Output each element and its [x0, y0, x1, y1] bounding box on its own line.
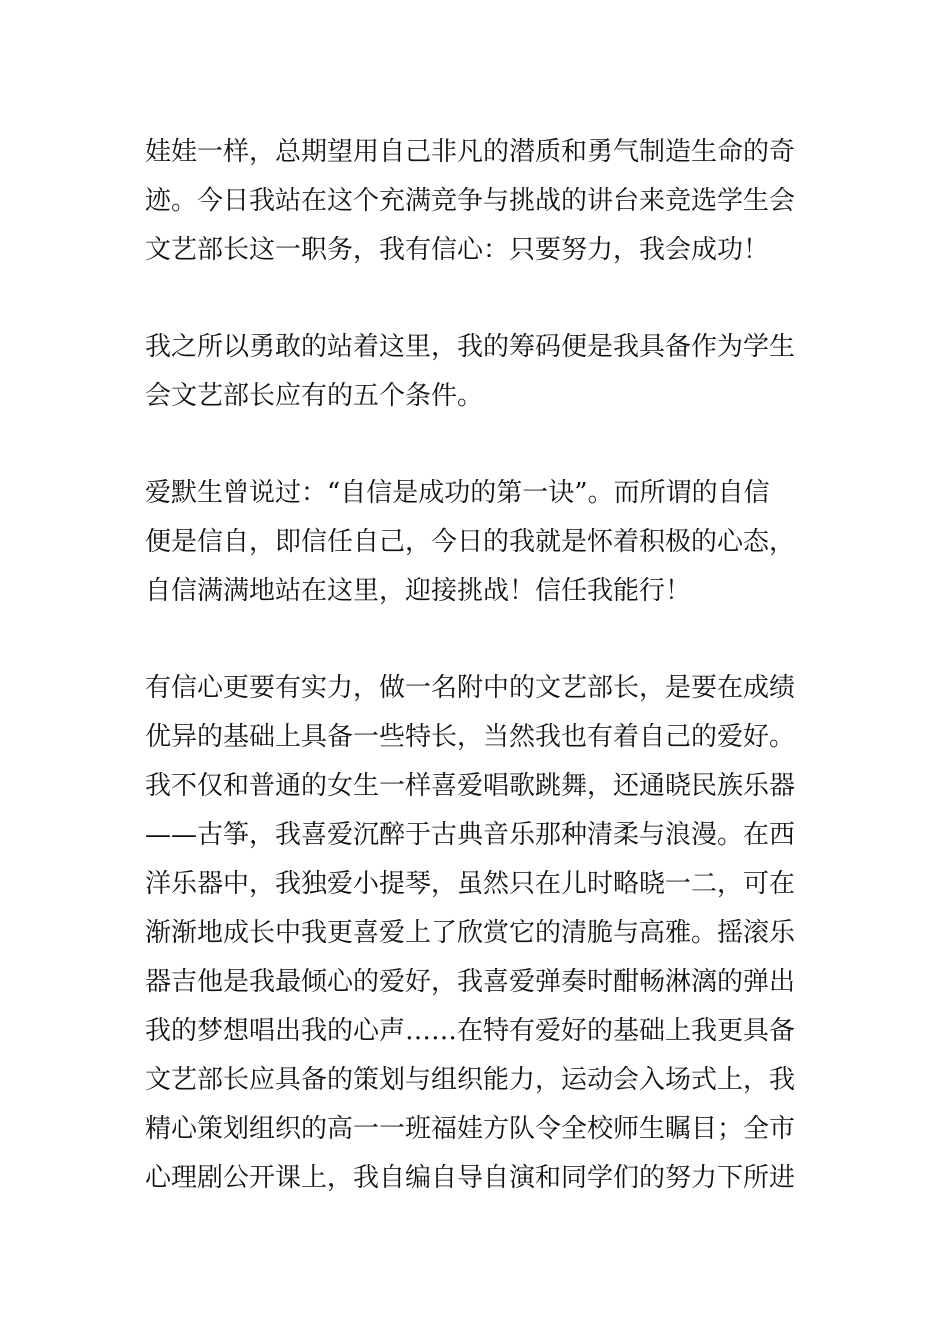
- paragraph-4: [145, 664, 810, 1203]
- text-line: 迹。今日我站在这个充满竞争与挑战的讲台来竞选学生会: [145, 186, 796, 216]
- text-line: 我的梦想唱出我的心声……在特有爱好的基础上我更具备: [145, 1016, 796, 1046]
- paragraph-3: [145, 469, 810, 616]
- text-line: 爱默生曾说过：“自信是成功的第一诀”。而所谓的自信: [145, 478, 770, 508]
- text-line: 我之所以勇敢的站着这里，我的筹码便是我具备作为学生: [145, 332, 796, 362]
- text-line: 洋乐器中，我独爱小提琴，虽然只在儿时略晓一二，可在: [145, 869, 796, 899]
- text-line: 有信心更要有实力，做一名附中的文艺部长，是要在成绩: [145, 673, 796, 703]
- text-line: 文艺部长应具备的策划与组织能力，运动会入场式上，我: [145, 1065, 796, 1095]
- text-line: 器吉他是我最倾心的爱好，我喜爱弹奏时酣畅淋漓的弹出: [145, 967, 796, 997]
- text-line: 便是信自，即信任自己，今日的我就是怀着积极的心态，: [145, 527, 796, 557]
- text-line: 精心策划组织的高一一班福娃方队令全校师生瞩目；全市: [145, 1114, 796, 1144]
- text-line: ——古筝，我喜爱沉醉于古典音乐那种清柔与浪漫。在西: [145, 820, 796, 850]
- paragraph-2: [145, 323, 810, 421]
- paragraph-1: [145, 128, 810, 275]
- text-line: 渐渐地成长中我更喜爱上了欣赏它的清脆与高雅。摇滚乐: [145, 918, 796, 948]
- text-line: 文艺部长这一职务，我有信心：只要努力，我会成功！: [145, 235, 770, 265]
- text-line: 会文艺部长应有的五个条件。: [145, 381, 484, 411]
- text-line: 心理剧公开课上，我自编自导自演和同学们的努力下所进: [145, 1163, 796, 1193]
- document-body: [145, 128, 810, 1203]
- text-line: 自信满满地站在这里，迎接挑战！信任我能行！: [145, 576, 692, 606]
- text-line: 我不仅和普通的女生一样喜爱唱歌跳舞，还通晓民族乐器: [145, 771, 796, 801]
- text-line: 娃娃一样，总期望用自己非凡的潜质和勇气制造生命的奇: [145, 137, 796, 167]
- text-line: 优异的基础上具备一些特长，当然我也有着自己的爱好。: [145, 722, 796, 752]
